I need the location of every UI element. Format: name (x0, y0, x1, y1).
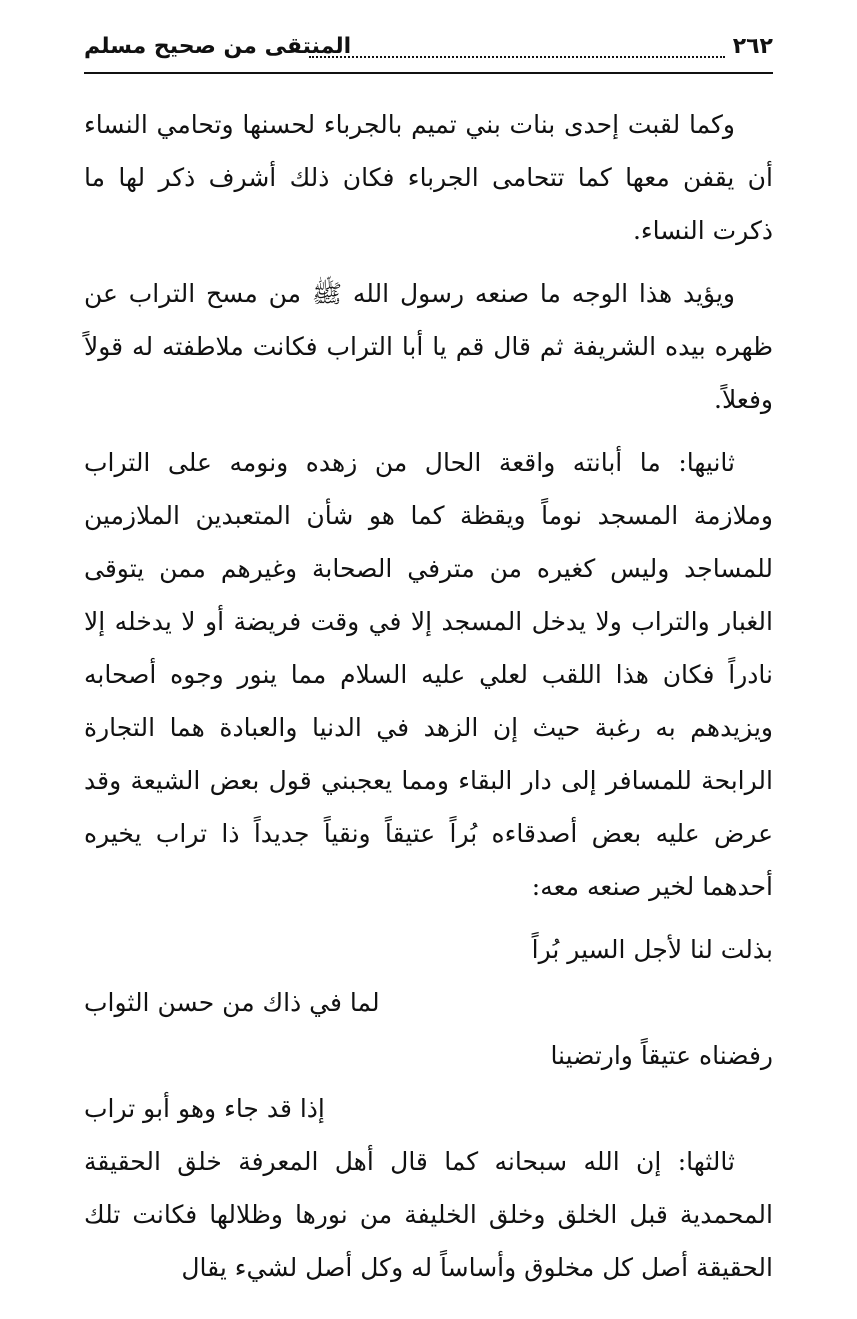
poem-verse-line (84, 1029, 773, 1082)
running-title: المنتقى من صحيح مسلم (84, 34, 352, 59)
poem-verse-line (84, 976, 773, 1029)
header-dotted-leader (309, 56, 725, 58)
poem-hemistich: لما في ذاك من حسن الثواب (84, 988, 380, 1017)
header-rule (84, 72, 773, 74)
paragraph: ويؤيد هذا الوجه ما صنعه رسول الله ﷺ من مسح التراب عن ظهره بيده الشريفة ثم قال قم يا أبا التراب فكانت ملاطفته له قولاً وفعلاً. (84, 279, 773, 414)
poem-hemistich: رفضناه عتيقاً وارتضينا (550, 1041, 773, 1070)
page-body (84, 98, 773, 1304)
page-header (84, 32, 773, 70)
poem-verse-line (84, 923, 773, 976)
paragraph: وكما لقبت إحدى بنات بني تميم بالجرباء لحسنها وتحامي النساء أن يقفن معها كما تتحامى الجرباء فكان ذلك أشرف ذكر لها ما ذكرت النساء. (84, 110, 773, 245)
page-number: ٢٦٢ (732, 34, 773, 59)
poem-hemistich: إذا قد جاء وهو أبو تراب (84, 1094, 325, 1123)
poem (84, 923, 773, 1135)
paragraph: ثالثها: إن الله سبحانه كما قال أهل المعرفة خلق الحقيقة المحمدية قبل الخلق وخلق الخليفة من نورها وظلالها فكانت تلك الحقيقة أصل كل مخلوق وأساساً له وكل أصل لشيء يقال (84, 1147, 773, 1282)
paragraph: ثانيها: ما أبانته واقعة الحال من زهده ونومه على التراب وملازمة المسجد نوماً ويقظة كما هو شأن المتعبدين الملازمين للمساجد وليس كغيره من مترفي الصحابة وغيرهم ممن يتوقى الغبار والتراب ولا يدخل المسجد إلا في وقت فريضة أو لا يدخله إلا نادراً فكان هذا اللقب لعلي عليه السلام مما ينور وجوه أصحابه ويزيدهم به رغبة حيث إن الزهد في الدنيا والعبادة هما التجارة الرابحة للمسافر إلى دار البقاء ومما يعجبني قول بعض الشيعة وقد عرض عليه بعض أصدقاءه بُراً عتيقاً ونقياً جديداً ذا تراب يخيره أحدهما لخير صنعه معه: (84, 448, 773, 901)
poem-hemistich: بذلت لنا لأجل السير بُراً (531, 935, 773, 964)
poem-verse-line (84, 1082, 773, 1135)
